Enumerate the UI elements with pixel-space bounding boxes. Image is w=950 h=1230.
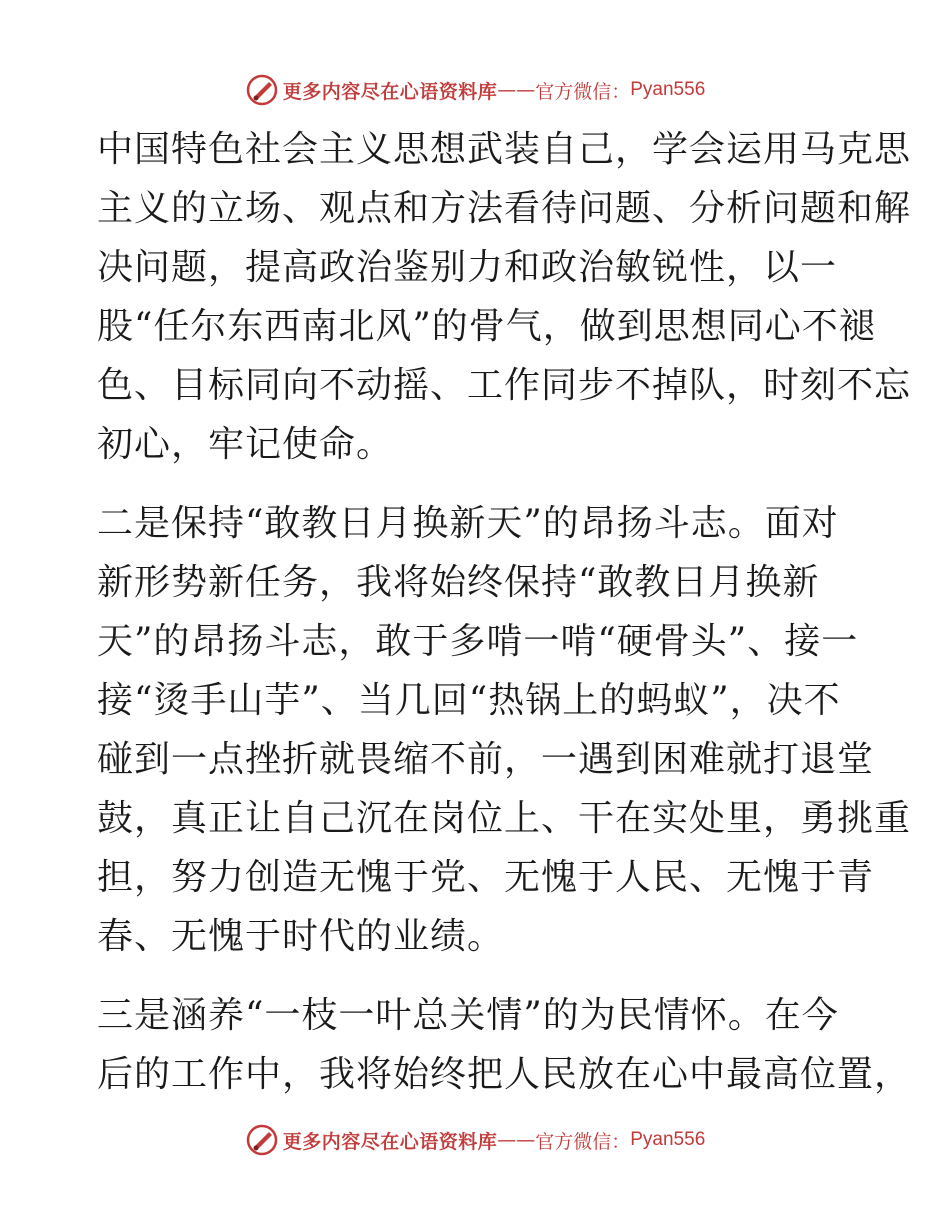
footer-site-name: 更多内容尽在心语资料库 [282,1130,498,1153]
footer-separator: —— [497,1129,536,1151]
text-line: 担，努力创造无愧于党、无愧于人民、无愧于青 [97,857,875,898]
text-line: 色、目标同向不动摇、工作同步不掉队，时刻不忘 [97,365,912,406]
paragraph-2 [97,494,912,966]
text-line: 鼓，真正让自己沉在岗位上、干在实处里，勇挑重 [97,798,912,839]
text-line: 股“任尔东西南北风”的骨气，做到思想同心不褪 [97,306,876,347]
footer-watermark [0,1120,950,1160]
footer-wechat-label: 官方微信： [535,1130,631,1153]
paragraph-3 [97,986,912,1104]
brand-logo-icon [245,73,279,107]
text-line: 主义的立场、观点和方法看待问题、分析问题和解 [97,188,912,229]
brand-logo-icon [245,1123,279,1157]
text-line: 二是保持“敢教日月换新天”的昂扬斗志。面对 [97,503,839,544]
text-line: 春、无愧于时代的业绩。 [97,916,505,957]
text-line: 碰到一点挫折就畏缩不前，一遇到困难就打退堂 [97,739,875,780]
header-wechat-label: 官方微信： [535,80,631,103]
header-separator: —— [497,79,536,101]
header-site-name: 更多内容尽在心语资料库 [282,80,498,103]
text-line: 初心，牢记使命。 [97,424,394,465]
footer-wechat-id: Pyan556 [630,1129,706,1150]
text-line: 新形势新任务，我将始终保持“敢教日月换新 [97,562,820,603]
text-line: 中国特色社会主义思想武装自己，学会运用马克思 [97,129,912,170]
paragraph-1 [97,120,912,474]
text-line: 决问题，提高政治鉴别力和政治敏锐性，以一 [97,247,838,288]
text-line: 接“烫手山芋”、当几回“热锅上的蚂蚁”，决不 [97,680,841,721]
header-watermark [0,70,950,110]
document-body [97,120,912,1104]
text-line: 后的工作中，我将始终把人民放在心中最高位置， [97,1054,912,1095]
text-line: 三是涵养“一枝一叶总关情”的为民情怀。在今 [97,995,839,1036]
header-wechat-id: Pyan556 [630,79,706,100]
text-line: 天”的昂扬斗志，敢于多啃一啃“硬骨头”、接一 [97,621,859,662]
